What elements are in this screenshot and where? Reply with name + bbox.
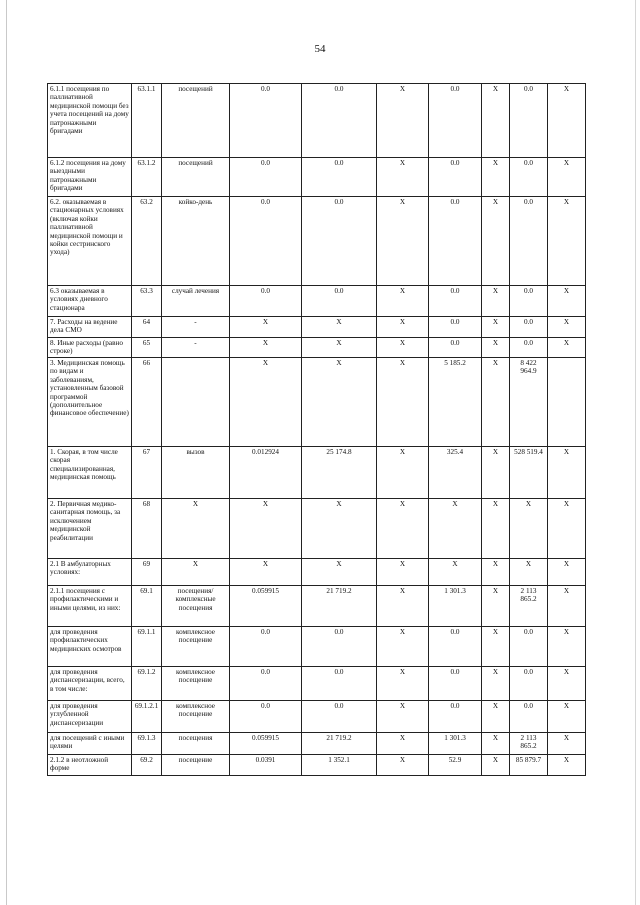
cell-col5: X — [482, 586, 510, 627]
table-row — [48, 755, 586, 776]
cell-col3: X — [377, 158, 429, 197]
row-unit: комплексное посещение — [162, 627, 230, 667]
funding-table — [47, 83, 586, 776]
row-unit — [162, 358, 230, 447]
row-name: 2. Первичная медико-санитарная помощь, за исключением медицинской реабилитации — [48, 499, 132, 559]
cell-col4: 5 185.2 — [429, 358, 482, 447]
table-row — [48, 627, 586, 667]
cell-cost: X — [302, 338, 377, 358]
row-name: 3. Медицинская помощь по видам и заболеваниям, установленным базовой программой (дополнительное финансовое обеспечение) — [48, 358, 132, 447]
table-row — [48, 197, 586, 286]
cell-volume: 0.0 — [230, 158, 302, 197]
table-row — [48, 317, 586, 338]
cell-col5: X — [482, 158, 510, 197]
cell-col3: X — [377, 358, 429, 447]
cell-volume: 0.0 — [230, 84, 302, 158]
row-code: 64 — [132, 317, 162, 338]
cell-col4: 52.9 — [429, 755, 482, 776]
cell-col4: 0.0 — [429, 84, 482, 158]
row-name: 6.1.1 посещения по паллиативной медицинской помощи без учета посещений на дому патронажными бригадами — [48, 84, 132, 158]
cell-col7: X — [548, 197, 586, 286]
table-row — [48, 701, 586, 733]
cell-col5: X — [482, 755, 510, 776]
cell-cost: X — [302, 559, 377, 586]
cell-col3: X — [377, 197, 429, 286]
cell-cost: 0.0 — [302, 667, 377, 701]
row-name: 8. Иные расходы (равно строке) — [48, 338, 132, 358]
cell-volume: 0.059915 — [230, 586, 302, 627]
cell-col6: 0.0 — [510, 84, 548, 158]
cell-col6: 0.0 — [510, 627, 548, 667]
cell-col6: 0.0 — [510, 338, 548, 358]
cell-volume: X — [230, 499, 302, 559]
table-row — [48, 338, 586, 358]
cell-col3: X — [377, 84, 429, 158]
cell-col4: X — [429, 559, 482, 586]
table-row — [48, 667, 586, 701]
row-unit: комплексное посещение — [162, 701, 230, 733]
row-code: 69.1.1 — [132, 627, 162, 667]
cell-volume: X — [230, 559, 302, 586]
cell-cost: X — [302, 499, 377, 559]
cell-col7: X — [548, 158, 586, 197]
cell-volume: 0.0391 — [230, 755, 302, 776]
row-name: для проведения профилактических медицинских осмотров — [48, 627, 132, 667]
table-row — [48, 286, 586, 317]
row-unit: посещений — [162, 84, 230, 158]
row-code: 69.1.2.1 — [132, 701, 162, 733]
cell-col5: X — [482, 447, 510, 499]
row-code: 63.2 — [132, 197, 162, 286]
cell-col4: X — [429, 499, 482, 559]
table-row — [48, 733, 586, 755]
cell-col3: X — [377, 559, 429, 586]
cell-volume: 0.0 — [230, 286, 302, 317]
table-row — [48, 447, 586, 499]
row-unit: посещения — [162, 733, 230, 755]
row-code: 67 — [132, 447, 162, 499]
row-code: 65 — [132, 338, 162, 358]
row-name: 2.1.2 в неотложной форме — [48, 755, 132, 776]
cell-col3: X — [377, 286, 429, 317]
cell-col4: 1 301.3 — [429, 733, 482, 755]
row-name: 6.1.2 посещения на дому выездными патронажными бригадами — [48, 158, 132, 197]
cell-volume: X — [230, 338, 302, 358]
row-code: 63.1.1 — [132, 84, 162, 158]
row-unit: - — [162, 338, 230, 358]
cell-cost: 0.0 — [302, 286, 377, 317]
cell-col5: X — [482, 701, 510, 733]
cell-col5: X — [482, 559, 510, 586]
cell-col5: X — [482, 733, 510, 755]
cell-col7: X — [548, 499, 586, 559]
row-code: 66 — [132, 358, 162, 447]
cell-cost: 21 719.2 — [302, 733, 377, 755]
cell-col6: 2 113 865.2 — [510, 586, 548, 627]
cell-col4: 0.0 — [429, 627, 482, 667]
cell-col5: X — [482, 499, 510, 559]
scan-edge-left — [6, 0, 7, 905]
table-row — [48, 358, 586, 447]
row-unit: случай лечения — [162, 286, 230, 317]
cell-col4: 0.0 — [429, 317, 482, 338]
cell-col7: X — [548, 317, 586, 338]
cell-cost: 0.0 — [302, 197, 377, 286]
cell-col6: 8 422 964.9 — [510, 358, 548, 447]
cell-cost: 0.0 — [302, 158, 377, 197]
cell-col6: 528 519.4 — [510, 447, 548, 499]
cell-col4: 0.0 — [429, 158, 482, 197]
cell-col6: 2 113 865.2 — [510, 733, 548, 755]
row-name: 2.1.1 посещения с профилактическими и иными целями, из них: — [48, 586, 132, 627]
cell-col6: 0.0 — [510, 317, 548, 338]
row-code: 69.1 — [132, 586, 162, 627]
row-unit: X — [162, 499, 230, 559]
cell-col7: X — [548, 667, 586, 701]
cell-col7: X — [548, 755, 586, 776]
cell-col7: X — [548, 701, 586, 733]
cell-col3: X — [377, 701, 429, 733]
cell-col7: X — [548, 286, 586, 317]
cell-volume: X — [230, 358, 302, 447]
cell-col5: X — [482, 358, 510, 447]
cell-cost: 21 719.2 — [302, 586, 377, 627]
row-unit: койко-день — [162, 197, 230, 286]
cell-col7: X — [548, 733, 586, 755]
table-row — [48, 586, 586, 627]
row-unit: - — [162, 317, 230, 338]
row-name: 6.2. оказываемая в стационарных условиях (включая койки паллиативной медицинской помощи и койки сестринского ухода) — [48, 197, 132, 286]
cell-col4: 325.4 — [429, 447, 482, 499]
cell-cost: 0.0 — [302, 701, 377, 733]
cell-col7: X — [548, 586, 586, 627]
row-unit: посещений — [162, 158, 230, 197]
cell-col6: 0.0 — [510, 701, 548, 733]
cell-cost: 25 174.8 — [302, 447, 377, 499]
cell-volume: 0.059915 — [230, 733, 302, 755]
cell-col3: X — [377, 755, 429, 776]
cell-col3: X — [377, 667, 429, 701]
cell-col4: 0.0 — [429, 197, 482, 286]
cell-col4: 0.0 — [429, 701, 482, 733]
cell-col6: 0.0 — [510, 286, 548, 317]
cell-col5: X — [482, 286, 510, 317]
row-code: 69.1.3 — [132, 733, 162, 755]
cell-col7: X — [548, 559, 586, 586]
row-code: 69.1.2 — [132, 667, 162, 701]
cell-col3: X — [377, 499, 429, 559]
scan-edge-right — [635, 0, 636, 905]
row-code: 68 — [132, 499, 162, 559]
cell-volume: 0.0 — [230, 627, 302, 667]
row-unit: комплексное посещение — [162, 667, 230, 701]
page-number: 54 — [314, 43, 326, 55]
cell-col6: 0.0 — [510, 158, 548, 197]
cell-col5: X — [482, 667, 510, 701]
cell-col4: 0.0 — [429, 338, 482, 358]
cell-col3: X — [377, 447, 429, 499]
cell-col7: X — [548, 627, 586, 667]
cell-volume: 0.0 — [230, 197, 302, 286]
table-row — [48, 559, 586, 586]
cell-col3: X — [377, 733, 429, 755]
row-name: 6.3 оказываемая в условиях дневного стационара — [48, 286, 132, 317]
cell-cost: 0.0 — [302, 84, 377, 158]
row-code: 63.3 — [132, 286, 162, 317]
cell-col3: X — [377, 338, 429, 358]
cell-col7: X — [548, 84, 586, 158]
cell-cost: 1 352.1 — [302, 755, 377, 776]
row-name: 1. Скорая, в том числе скорая специализированная, медицинская помощь — [48, 447, 132, 499]
cell-col6: 0.0 — [510, 667, 548, 701]
cell-col7 — [548, 358, 586, 447]
row-code: 69.2 — [132, 755, 162, 776]
cell-cost: X — [302, 317, 377, 338]
cell-volume: 0.0 — [230, 701, 302, 733]
row-code: 69 — [132, 559, 162, 586]
cell-col6: 0.0 — [510, 197, 548, 286]
cell-col5: X — [482, 317, 510, 338]
row-unit: посещение — [162, 755, 230, 776]
table-row — [48, 84, 586, 158]
cell-col3: X — [377, 317, 429, 338]
row-unit: вызов — [162, 447, 230, 499]
row-unit: посещения/комплексные посещения — [162, 586, 230, 627]
row-name: для посещений с иными целями — [48, 733, 132, 755]
table-row — [48, 158, 586, 197]
cell-col3: X — [377, 586, 429, 627]
cell-col3: X — [377, 627, 429, 667]
row-name: 7. Расходы на ведение дела СМО — [48, 317, 132, 338]
cell-col6: X — [510, 499, 548, 559]
cell-col4: 0.0 — [429, 286, 482, 317]
row-name: для проведения углубленной диспансеризации — [48, 701, 132, 733]
cell-col7: X — [548, 338, 586, 358]
row-unit: X — [162, 559, 230, 586]
cell-col4: 0.0 — [429, 667, 482, 701]
cell-col6: X — [510, 559, 548, 586]
cell-volume: 0.0 — [230, 667, 302, 701]
cell-volume: 0.012924 — [230, 447, 302, 499]
cell-cost: 0.0 — [302, 627, 377, 667]
cell-col5: X — [482, 197, 510, 286]
cell-col5: X — [482, 84, 510, 158]
cell-col5: X — [482, 627, 510, 667]
cell-col7: X — [548, 447, 586, 499]
row-name: 2.1 В амбулаторных условиях: — [48, 559, 132, 586]
cell-cost: X — [302, 358, 377, 447]
cell-col6: 85 879.7 — [510, 755, 548, 776]
row-name: для проведения диспансеризации, всего, в том числе: — [48, 667, 132, 701]
table-row — [48, 499, 586, 559]
cell-col5: X — [482, 338, 510, 358]
cell-col4: 1 301.3 — [429, 586, 482, 627]
cell-volume: X — [230, 317, 302, 338]
row-code: 63.1.2 — [132, 158, 162, 197]
